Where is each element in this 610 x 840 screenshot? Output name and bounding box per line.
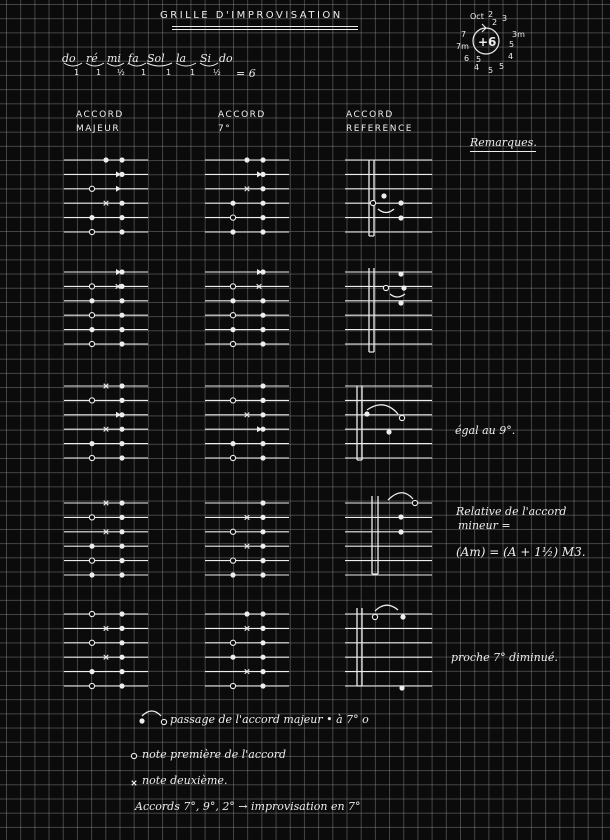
circle-label: 6	[464, 54, 470, 63]
remark-text: Relative de l'accord	[456, 505, 567, 518]
filled-note-dot	[119, 626, 124, 631]
transition-arc	[390, 294, 405, 297]
filled-note-dot	[230, 327, 235, 332]
filled-note-dot	[230, 441, 235, 446]
column-header-major: ACCORD	[76, 110, 124, 120]
open-note-circle	[89, 611, 94, 616]
filled-note-dot	[260, 327, 265, 332]
filled-note-dot	[398, 514, 403, 519]
filled-note-dot	[260, 640, 265, 645]
filled-note-dot	[260, 172, 265, 177]
filled-note-dot	[119, 229, 124, 234]
scale-step-brace	[147, 63, 172, 66]
filled-note-dot	[119, 341, 124, 346]
filled-note-dot	[260, 427, 265, 432]
scale-note: mi	[107, 52, 121, 65]
filled-note-dot	[260, 683, 265, 688]
open-note-circle	[89, 229, 94, 234]
filled-note-dot	[119, 327, 124, 332]
scale-step-brace	[64, 63, 82, 66]
filled-note-dot	[119, 655, 124, 660]
filled-note-dot	[260, 572, 265, 577]
filled-note-dot	[119, 640, 124, 645]
filled-note-dot	[260, 157, 265, 162]
filled-note-dot	[398, 200, 403, 205]
column-header-reference: ACCORD	[346, 110, 394, 120]
circle-label: 5	[488, 66, 494, 75]
filled-note-dot	[89, 441, 94, 446]
filled-note-dot	[260, 412, 265, 417]
open-note-circle	[89, 341, 94, 346]
filled-note-dot	[401, 285, 406, 290]
circle-label: 3m	[512, 30, 525, 39]
scale-note: fa	[128, 52, 139, 65]
scale-step-brace	[128, 63, 146, 66]
filled-note-dot	[244, 157, 249, 162]
open-note-circle	[89, 398, 94, 403]
open-note-circle	[89, 186, 94, 191]
column-header-seventh-sub: 7°	[218, 124, 232, 134]
page-title: GRILLE D'IMPROVISATION	[160, 10, 343, 21]
filled-note-dot	[260, 215, 265, 220]
open-note-circle	[399, 415, 404, 420]
filled-note-dot	[119, 427, 124, 432]
open-note-circle	[383, 285, 388, 290]
filled-note-dot	[398, 529, 403, 534]
scale-step: 1	[96, 68, 102, 77]
filled-note-dot	[398, 300, 403, 305]
filled-note-dot	[260, 544, 265, 549]
scale-step-brace	[86, 63, 104, 66]
column-header-major-sub: MAJEUR	[76, 124, 121, 134]
filled-note-dot	[89, 572, 94, 577]
filled-note-dot	[119, 441, 124, 446]
open-note-circle	[230, 341, 235, 346]
filled-note-dot	[399, 685, 404, 690]
open-note-circle	[89, 640, 94, 645]
filled-note-dot	[386, 429, 391, 434]
filled-note-dot	[119, 611, 124, 616]
filled-note-dot	[244, 611, 249, 616]
scale-step: 1	[74, 68, 80, 77]
filled-note-dot	[398, 271, 403, 276]
filled-note-dot	[103, 157, 108, 162]
filled-note-dot	[260, 441, 265, 446]
filled-note-dot	[260, 186, 265, 191]
circle-label: 2	[488, 10, 494, 19]
filled-note-dot	[119, 398, 124, 403]
transition-arc	[388, 493, 413, 500]
open-note-circle	[230, 455, 235, 460]
filled-note-dot	[89, 327, 94, 332]
filled-note-dot	[119, 412, 124, 417]
filled-note-dot	[260, 558, 265, 563]
filled-note-dot	[89, 215, 94, 220]
open-note-circle	[230, 640, 235, 645]
open-note-circle	[372, 614, 377, 619]
circle-label: Oct	[470, 12, 484, 21]
filled-note-dot	[119, 157, 124, 162]
filled-note-dot	[260, 298, 265, 303]
open-note-circle	[161, 719, 166, 724]
scale-note: do	[62, 52, 76, 65]
remark-text: mineur =	[458, 519, 511, 532]
filled-note-dot	[119, 683, 124, 688]
filled-note-dot	[119, 201, 124, 206]
column-header-reference-sub: REFERENCE	[346, 124, 413, 134]
filled-note-dot	[398, 215, 403, 220]
circle-label: 3	[502, 14, 508, 23]
legend-arc	[142, 711, 161, 716]
filled-note-dot	[119, 172, 124, 177]
legend-summary: Accords 7°, 9°, 2° → improvisation en 7°	[135, 800, 361, 813]
open-note-circle	[230, 284, 235, 289]
open-note-circle	[230, 683, 235, 688]
filled-note-dot	[119, 515, 124, 520]
filled-note-dot	[260, 313, 265, 318]
filled-note-dot	[260, 341, 265, 346]
open-note-circle	[230, 215, 235, 220]
scale-step-brace	[200, 63, 218, 66]
filled-note-dot	[119, 383, 124, 388]
circle-label: 2	[492, 18, 498, 27]
filled-note-dot	[119, 313, 124, 318]
circle-label: 5	[509, 40, 515, 49]
filled-note-dot	[260, 455, 265, 460]
scale-note: ré	[86, 52, 98, 65]
filled-note-dot	[119, 500, 124, 505]
filled-note-dot	[230, 655, 235, 660]
filled-note-dot	[89, 298, 94, 303]
open-note-circle	[230, 558, 235, 563]
open-note-circle	[230, 529, 235, 534]
filled-note-dot	[119, 544, 124, 549]
filled-note-dot	[119, 572, 124, 577]
column-header-seventh: ACCORD	[218, 110, 266, 120]
open-note-circle	[370, 200, 375, 205]
filled-note-dot	[260, 269, 265, 274]
open-note-circle	[89, 313, 94, 318]
filled-note-dot	[89, 669, 94, 674]
filled-note-dot	[119, 284, 124, 289]
open-note-circle	[89, 558, 94, 563]
interval-circle	[473, 28, 499, 54]
filled-note-dot	[119, 298, 124, 303]
circle-label: 4	[474, 63, 480, 72]
filled-note-dot	[381, 193, 386, 198]
transition-arc	[378, 209, 394, 213]
circle-label: 5	[499, 62, 505, 71]
scale-step: ½	[117, 68, 125, 77]
scale-step: 1	[141, 68, 147, 77]
legend-passage: passage de l'accord majeur • à 7° o	[170, 713, 369, 726]
scale-step-brace	[107, 63, 124, 66]
scale-note: Si	[200, 52, 212, 65]
filled-note-dot	[119, 669, 124, 674]
filled-note-dot	[260, 669, 265, 674]
filled-note-dot	[119, 558, 124, 563]
filled-note-dot	[230, 229, 235, 234]
legend-second-note: note deuxième.	[142, 774, 228, 787]
filled-note-dot	[400, 614, 405, 619]
filled-note-dot	[260, 500, 265, 505]
filled-note-dot	[119, 215, 124, 220]
circle-label: 5	[476, 55, 482, 64]
open-note-circle	[89, 284, 94, 289]
open-note-circle	[89, 683, 94, 688]
filled-note-dot	[364, 411, 369, 416]
remark-text: proche 7° diminué.	[451, 651, 558, 664]
filled-note-dot	[260, 655, 265, 660]
open-note-circle	[230, 313, 235, 318]
filled-note-dot	[260, 626, 265, 631]
open-note-circle	[412, 500, 417, 505]
circle-label: 7m	[456, 42, 469, 51]
filled-note-dot	[260, 529, 265, 534]
filled-note-dot	[260, 229, 265, 234]
remark-formula: (Am) = (A + 1½) M3.	[456, 545, 586, 559]
circle-label: 4	[508, 52, 514, 61]
filled-note-dot	[119, 529, 124, 534]
filled-note-dot	[119, 455, 124, 460]
open-note-circle	[230, 398, 235, 403]
filled-note-dot	[260, 201, 265, 206]
transition-arc	[375, 605, 398, 611]
filled-note-dot	[260, 515, 265, 520]
scale-note: do	[219, 52, 233, 65]
remarks-heading: Remarques.	[470, 136, 537, 149]
filled-note-dot	[260, 611, 265, 616]
filled-note-dot	[119, 269, 124, 274]
filled-note-dot	[260, 383, 265, 388]
scale-step-brace	[176, 63, 196, 66]
arrow-note-mark	[116, 186, 121, 192]
scale-note: la	[176, 52, 187, 65]
circle-center-label: +6	[478, 35, 497, 49]
open-note-circle	[131, 753, 136, 758]
remark-text: égal au 9°.	[455, 424, 516, 437]
filled-note-dot	[260, 398, 265, 403]
circle-label: 7	[461, 30, 467, 39]
open-note-circle	[89, 455, 94, 460]
scale-note: Sol	[147, 52, 165, 65]
open-note-circle	[89, 515, 94, 520]
scale-step: ½	[213, 68, 221, 77]
transition-arc	[367, 405, 398, 414]
filled-note-dot	[230, 298, 235, 303]
filled-note-dot	[230, 201, 235, 206]
filled-note-dot	[139, 718, 144, 723]
scale-step: 1	[166, 68, 172, 77]
filled-note-dot	[230, 572, 235, 577]
scale-step: 1	[190, 68, 196, 77]
scale-total: = 6	[236, 67, 256, 80]
legend-first-note: note première de l'accord	[142, 748, 287, 761]
filled-note-dot	[89, 544, 94, 549]
